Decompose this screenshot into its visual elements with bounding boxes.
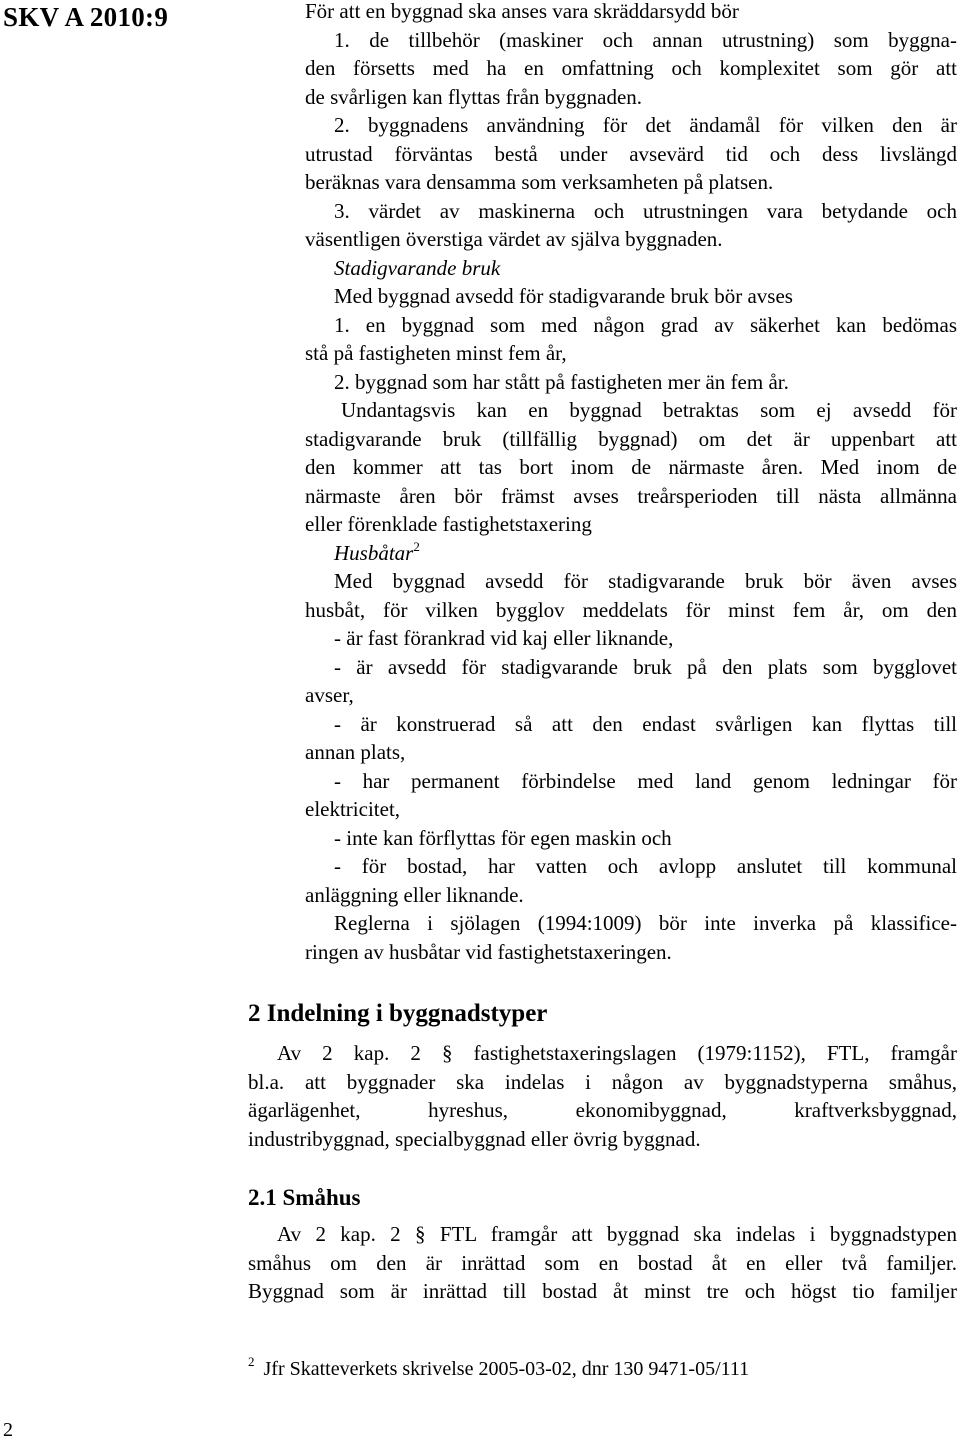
text-line: utrustad förväntas bestå under avsevärd tid och dess livslängd bbox=[305, 141, 957, 166]
list-item bbox=[305, 311, 957, 340]
footnote-text: Jfr Skatteverkets skrivelse 2005-03-02, dnr 130 9471-05/111 bbox=[263, 1358, 750, 1380]
section-smahus-body bbox=[248, 1220, 957, 1306]
text-line: 2. byggnad som har stått på fastigheten mer än fem år. bbox=[334, 369, 789, 394]
text-line: avser, bbox=[305, 683, 354, 707]
text-line: - är avsedd för stadigvarande bruk på den plats som bygglovet bbox=[334, 654, 957, 679]
paragraph-line bbox=[305, 396, 957, 425]
text-line: Undantagsvis kan en byggnad betraktas som ej avsedd för bbox=[341, 398, 957, 422]
text-line: den kommer att tas bort inom de närmaste åren. Med inom de bbox=[305, 455, 957, 479]
text-line: 2. byggnadens användning för det ändamål för vilken den är bbox=[334, 113, 957, 137]
list-item bbox=[305, 653, 957, 682]
paragraph-line bbox=[305, 567, 957, 596]
text-line: - har permanent förbindelse med land genom ledningar för bbox=[334, 768, 957, 793]
text-line: den försetts med ha en omfattning och komplexitet som gör att bbox=[305, 56, 957, 80]
text-line: - är konstruerad så att den endast svårligen kan flyttas till bbox=[334, 711, 957, 736]
text-line: 1. de tillbehör (maskiner och annan utrustning) som byggna- bbox=[334, 27, 957, 52]
section-heading-indelning: 2 Indelning i byggnadstyper bbox=[248, 1000, 548, 1027]
text-line: 3. värdet av maskinerna och utrustningen vara betydande och bbox=[334, 198, 957, 223]
text-line: elektricitet, bbox=[305, 797, 401, 821]
text-line: eller förenklade fastighetstaxering bbox=[305, 512, 592, 536]
paragraph-line bbox=[248, 1220, 957, 1249]
document-header: SKV A 2010:9 bbox=[3, 2, 169, 32]
list-item bbox=[305, 197, 957, 226]
text-line: väsentligen överstiga värdet av själva byggnaden. bbox=[305, 227, 723, 251]
footnote bbox=[248, 1355, 749, 1383]
list-item bbox=[305, 710, 957, 739]
text-line: annan plats, bbox=[305, 740, 406, 764]
text-line: stå på fastigheten minst fem år, bbox=[305, 341, 567, 365]
text-line: Av 2 kap. 2 § FTL framgår att byggnad ska indelas i byggnadstypen bbox=[277, 1222, 957, 1246]
text-line: anläggning eller liknande. bbox=[305, 882, 524, 907]
text-line: de svårligen kan flyttas från byggnaden. bbox=[305, 84, 643, 109]
subheading-husbatar: Husbåtar$^2$ bbox=[334, 538, 420, 565]
list-item bbox=[305, 26, 957, 55]
text-line: Byggnad som är inrättad till bostad åt minst tre och högst tio familjer bbox=[248, 1279, 957, 1303]
text-line: Av 2 kap. 2 § fastighetstaxeringslagen (1979:1152), FTL, framgår bbox=[277, 1041, 957, 1065]
main-text-column bbox=[305, 0, 957, 966]
list-item bbox=[305, 111, 957, 140]
text-line: husbåt, för vilken bygglov meddelats för minst fem år, om den bbox=[305, 597, 957, 622]
footnote-ref: 2 bbox=[413, 538, 420, 554]
paragraph-line bbox=[305, 909, 957, 938]
section-indelning-body bbox=[248, 1039, 957, 1153]
text-line: stadigvarande bruk (tillfällig byggnad) om det är uppenbart att bbox=[305, 426, 957, 451]
list-item bbox=[305, 767, 957, 796]
list-item: - är fast förankrad vid kaj eller liknande, bbox=[334, 626, 674, 650]
text-line: Med byggnad avsedd för stadigvarande bruk bör avses bbox=[334, 284, 793, 308]
subheading-stadigvarande-bruk: Stadigvarande bruk bbox=[334, 255, 501, 280]
footnote-mark: 2 bbox=[248, 1354, 255, 1369]
text-line: Reglerna i sjölagen (1994:1009) bör inte inverka på klassifice- bbox=[334, 911, 957, 935]
list-item bbox=[305, 852, 957, 881]
text-line: 1. en byggnad som med någon grad av säkerhet kan bedömas bbox=[334, 312, 957, 337]
text-line: För att en byggnad ska anses vara skräddarsydd bör bbox=[305, 0, 739, 23]
text-line: småhus om den är inrättad som en bostad åt en eller två familjer. bbox=[248, 1250, 957, 1275]
paragraph-line bbox=[248, 1039, 957, 1068]
text-line: Med byggnad avsedd för stadigvarande bruk bör även avses bbox=[334, 569, 957, 593]
text-line: närmaste åren bör främst avses treårsperioden till nästa allmänna bbox=[305, 483, 957, 508]
page-number: 2 bbox=[3, 1419, 13, 1441]
text-line: ägarlägenhet, hyreshus, ekonomibyggnad, kraftverksbyggnad, bbox=[248, 1098, 957, 1122]
list-item: - inte kan förflyttas för egen maskin och bbox=[334, 825, 672, 850]
text-line: ringen av husbåtar vid fastighetstaxeringen. bbox=[305, 939, 672, 964]
section-heading-smahus: 2.1 Småhus bbox=[248, 1185, 361, 1210]
text-line: industribyggnad, specialbyggnad eller övrig byggnad. bbox=[248, 1126, 701, 1151]
text-line: - för bostad, har vatten och avlopp anslutet till kommunal bbox=[334, 854, 957, 878]
text-line: beräknas vara densamma som verksamheten på platsen. bbox=[305, 170, 774, 194]
text-line: bl.a. att byggnader ska indelas i någon av byggnadstyperna småhus, bbox=[248, 1069, 957, 1094]
